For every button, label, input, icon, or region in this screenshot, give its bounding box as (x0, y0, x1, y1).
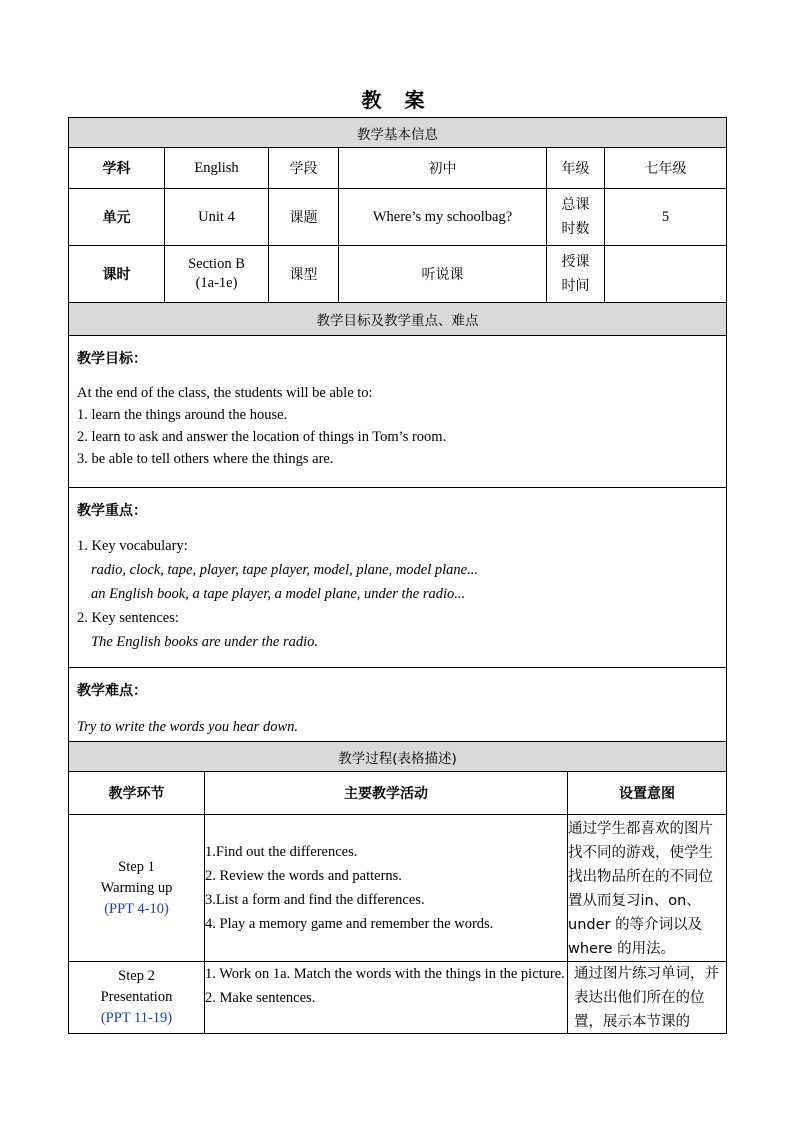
activities-cell (205, 962, 568, 1034)
column-stage: 教学环节 (69, 772, 205, 815)
difficulty-text: Try to write the words you hear down. (77, 719, 298, 735)
step-number: Step 1 (118, 858, 155, 875)
time-value (605, 246, 727, 303)
goals-header: 教学目标及教学重点、难点 (69, 303, 727, 336)
total-hours-label (547, 189, 605, 246)
step-cell (69, 962, 205, 1034)
key-sentences-label: 2. Key sentences: (77, 610, 179, 626)
document-title: 教 案 (361, 88, 433, 112)
column-activity: 主要教学活动 (205, 772, 568, 815)
intent-cell: 通过学生都喜欢的图片找不同的游戏，使学生找出物品所在的不同位置从而复习in、on、under 的等介词以及 where 的用法。 (568, 815, 727, 962)
total-hours-value: 5 (605, 189, 727, 246)
unit-value: Unit 4 (165, 189, 269, 246)
key-vocab-line1: radio, clock, tape, player, tape player, model, plane, model plane... (91, 562, 478, 578)
activity-item: 4. Play a memory game and remember the words. (205, 916, 494, 932)
stage-value: 初中 (339, 148, 547, 189)
key-vocab-line2: an English book, a tape player, a model plane, under the radio... (91, 586, 466, 602)
subject-value: English (165, 148, 269, 189)
time-label-line2: 时间 (561, 278, 590, 294)
time-label (547, 246, 605, 303)
objectives-cell (69, 336, 727, 488)
objectives-title: 教学目标： (77, 351, 147, 367)
objective-item: 2. learn to ask and answer the location of things in Tom’s room. (77, 429, 447, 445)
unit-label: 单元 (69, 189, 165, 246)
step-ppt-range: (PPT 4-10) (104, 900, 169, 917)
activity-item: 1.Find out the differences. (205, 844, 358, 860)
grade-value: 七年级 (605, 148, 727, 189)
step-cell (69, 815, 205, 962)
period-value-line2: (1a-1e) (195, 275, 238, 291)
difficulty-cell (69, 668, 727, 742)
column-intent: 设置意图 (568, 772, 727, 815)
key-vocab-label: 1. Key vocabulary: (77, 538, 188, 554)
period-value-line1: Section B (188, 256, 245, 272)
activity-item: 3.List a form and find the differences. (205, 892, 425, 908)
stage-label: 学段 (269, 148, 339, 189)
total-hours-label-line1: 总课 (561, 197, 590, 213)
total-hours-label-line2: 时数 (561, 221, 590, 237)
basic-info-header: 教学基本信息 (69, 118, 727, 148)
lesson-plan-table (68, 117, 727, 1034)
key-sentence: The English books are under the radio. (91, 634, 319, 650)
type-value: 听说课 (339, 246, 547, 303)
type-label: 课型 (269, 246, 339, 303)
objective-item: 1. learn the things around the house. (77, 407, 288, 423)
intent-cell (568, 962, 727, 1034)
process-header: 教学过程(表格描述) (69, 742, 727, 772)
intent-text: 通过图片练习单词，并表达出他们所在的位置，展示本节课的 (574, 966, 719, 1030)
period-value (165, 246, 269, 303)
subject-label: 学科 (69, 148, 165, 189)
activity-item: 1. Work on 1a. Match the words with the things in the picture. (205, 966, 565, 982)
grade-label: 年级 (547, 148, 605, 189)
key-points-title: 教学重点： (77, 503, 147, 519)
key-points-cell (69, 488, 727, 668)
activity-item: 2. Review the words and patterns. (205, 868, 402, 884)
step-number: Step 2 (118, 968, 155, 984)
difficulty-title: 教学难点： (77, 683, 147, 699)
activity-item: 2. Make sentences. (205, 990, 316, 1006)
step-name: Warming up (100, 879, 173, 896)
period-label: 课时 (69, 246, 165, 303)
step-name: Presentation (100, 989, 173, 1005)
time-label-line1: 授课 (561, 254, 590, 270)
topic-label: 课题 (269, 189, 339, 246)
objectives-intro: At the end of the class, the students will be able to: (77, 385, 373, 401)
activities-cell (205, 815, 568, 962)
objective-item: 3. be able to tell others where the things are. (77, 451, 334, 467)
topic-value: Where’s my schoolbag? (339, 189, 547, 246)
step-ppt-range: (PPT 11-19) (100, 1010, 173, 1026)
